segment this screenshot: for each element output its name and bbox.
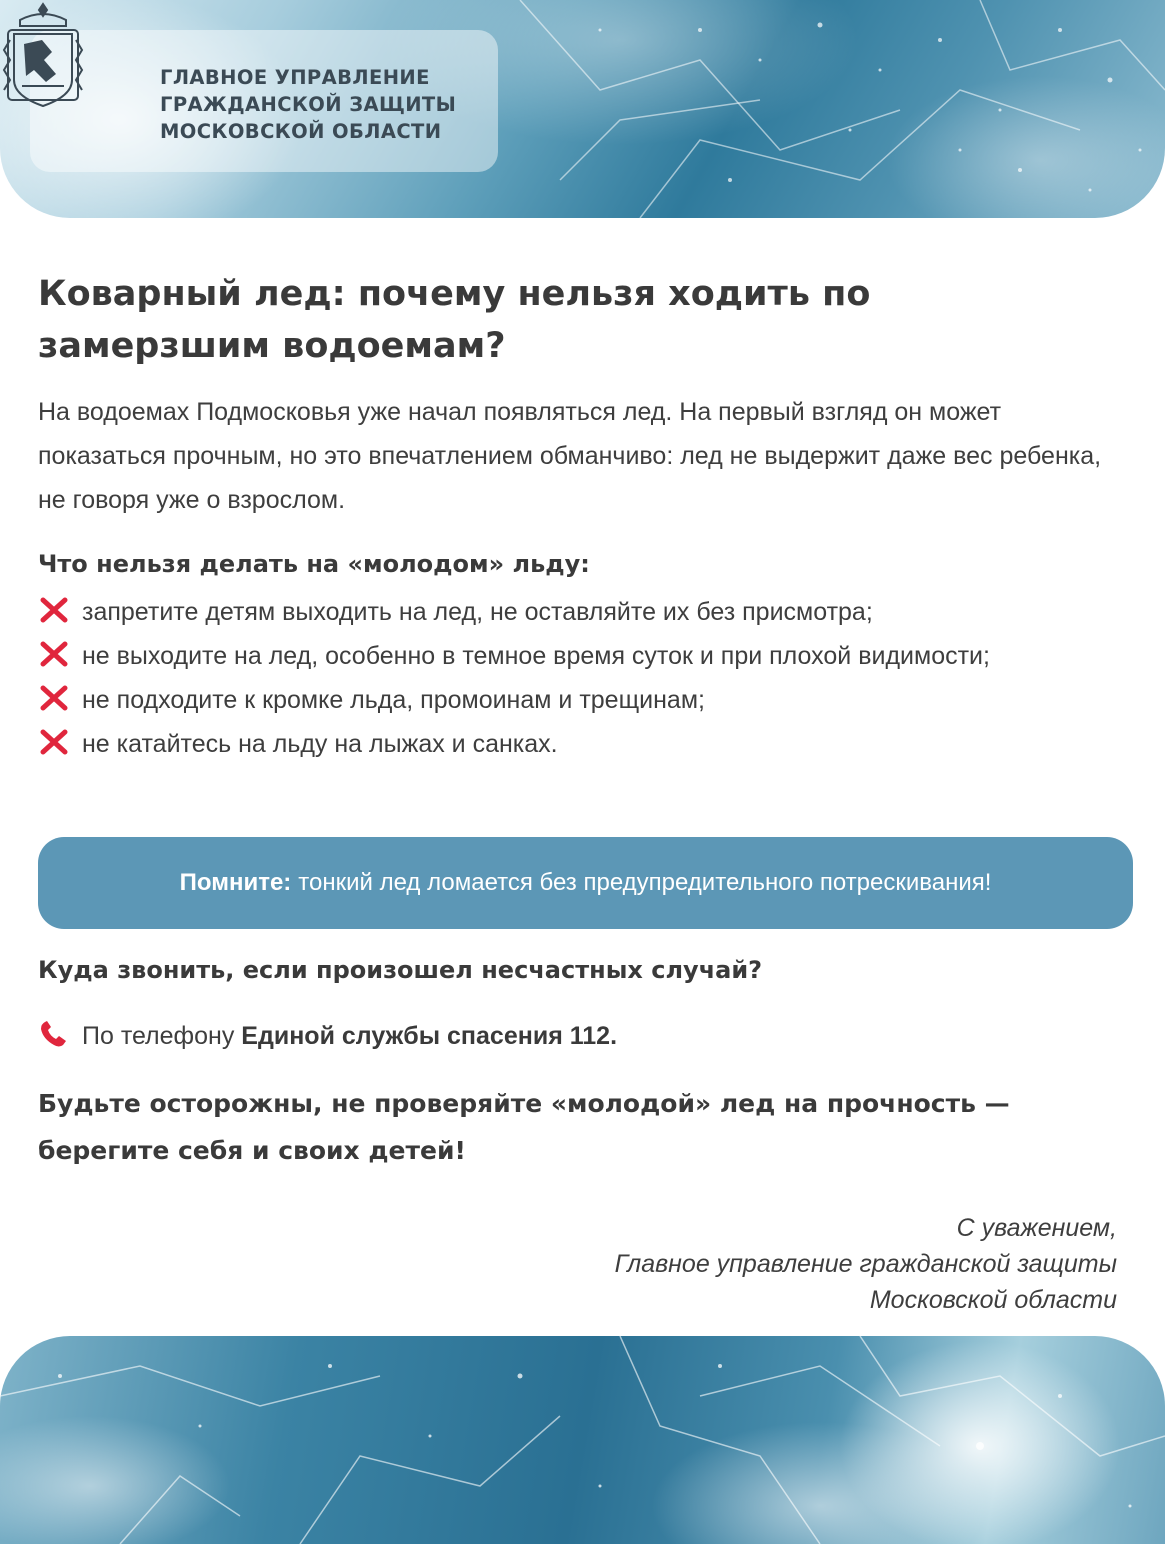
list-item (38, 722, 1133, 766)
org-name-line: МОСКОВСКОЙ ОБЛАСТИ (160, 120, 442, 143)
donts-heading: Что нельзя делать на «молодом» льду: (38, 550, 590, 578)
org-name-line: ГРАЖДАНСКОЙ ЗАЩИТЫ (160, 93, 457, 116)
list-item (38, 678, 1133, 722)
signature (615, 1210, 1117, 1318)
phone-line (38, 1016, 617, 1056)
donts-list (38, 590, 1133, 766)
phone-icon (38, 1019, 72, 1049)
emergency-heading: Куда звонить, если произошел несчастных случай? (38, 956, 763, 984)
intro-paragraph: На водоемах Подмосковья уже начал появляться лед. На первый взгляд он может показаться прочным, но это впечатлением обманчиво: лед не выдержит даже вес ребенка, не говоря уже о взрослом. (38, 398, 1102, 514)
list-item-text: не катайтесь на льду на лыжах и санках. (82, 730, 558, 758)
list-item-text: не подходите к кромке льда, промоинам и трещинам; (82, 686, 705, 714)
list-item (38, 634, 1133, 678)
cross-mark-icon (38, 685, 70, 711)
signature-line: С уважением, (956, 1214, 1117, 1242)
phone-prefix: По телефону (82, 1022, 235, 1050)
footer-banner (0, 1336, 1165, 1544)
cross-mark-icon (38, 729, 70, 755)
remember-callout (38, 837, 1133, 929)
ice-texture (0, 1336, 1165, 1544)
phone-service: Единой службы спасения 112. (241, 1022, 618, 1050)
org-name-line: ГЛАВНОЕ УПРАВЛЕНИЕ (160, 66, 430, 89)
article (38, 268, 1133, 1165)
coat-of-arms-icon (0, 0, 86, 114)
list-item-text: не выходите на лед, особенно в темное время суток и при плохой видимости; (82, 642, 990, 670)
callout-label: Помните: (179, 869, 292, 896)
signature-line: Московской области (869, 1286, 1117, 1314)
signature-line: Главное управление гражданской защиты (614, 1250, 1117, 1278)
org-name (160, 64, 490, 145)
list-item-text: запретите детям выходить на лед, не оставляйте их без присмотра; (82, 598, 873, 626)
cross-mark-icon (38, 597, 70, 623)
list-item (38, 590, 1133, 634)
cross-mark-icon (38, 641, 70, 667)
article-title: Коварный лед: почему нельзя ходить по замерзшим водоемам? (38, 274, 871, 366)
header-banner (0, 0, 1165, 218)
closing-text: Будьте осторожны, не проверяйте «молодой» лед на прочность — берегите себя и своих детей! (38, 1089, 1010, 1165)
callout-text: тонкий лед ломается без предупредительного потрескивания! (298, 869, 992, 896)
